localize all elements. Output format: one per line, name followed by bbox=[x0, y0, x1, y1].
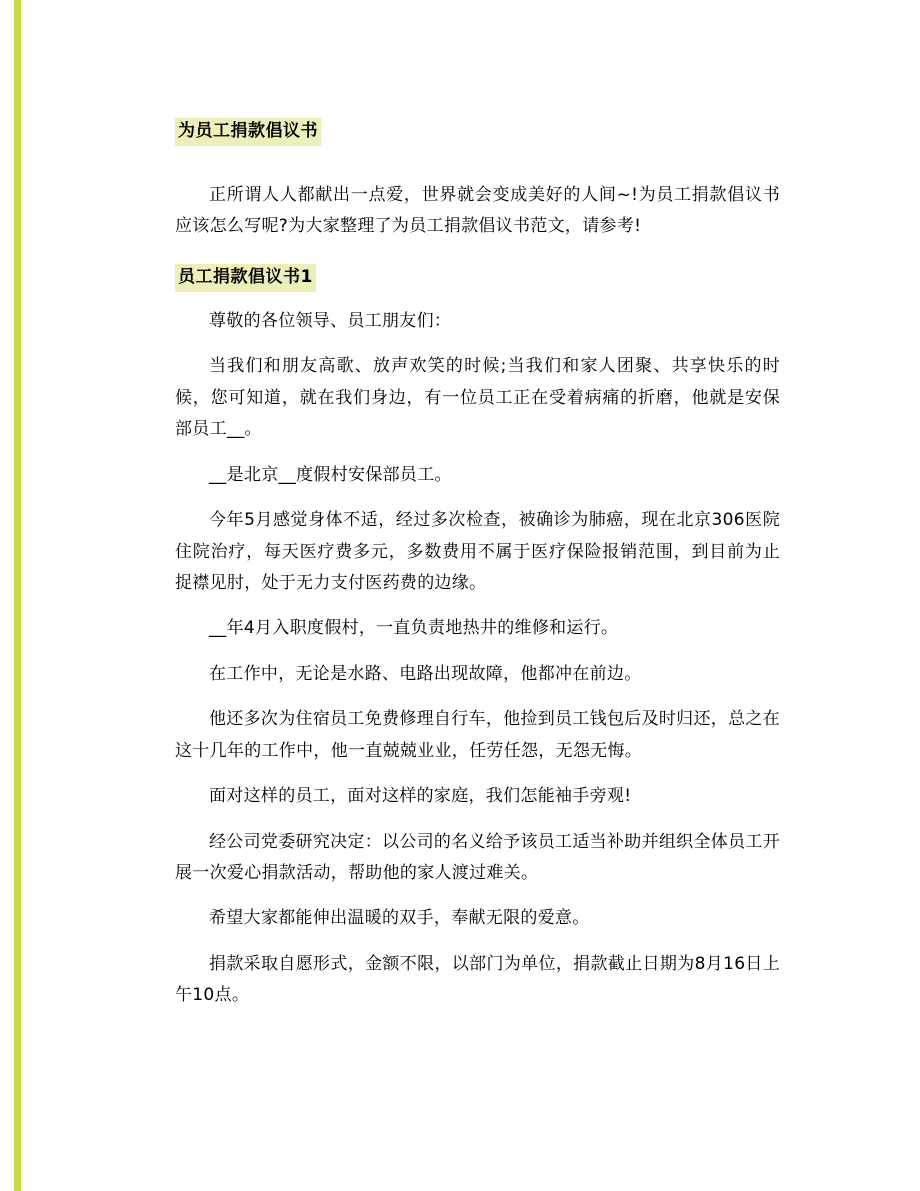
paragraph-4: __年4月入职度假村，一直负责地热井的维修和运行。 bbox=[209, 618, 619, 639]
paragraph-10: 捐款采取自愿形式，金额不限，以部门为单位，捐款截止日期为8月16日上午10点。 bbox=[175, 953, 780, 1006]
section-title: 员工捐款倡议书1 bbox=[175, 264, 316, 292]
paragraph-8: 经公司党委研究决定：以公司的名义给予该员工适当补助并组织全体员工开展一次爱心捐款活动，帮助他的家人渡过难关。 bbox=[175, 831, 780, 883]
paragraph-6: 他还多次为住宿员工免费修理自行车，他捡到员工钱包后及时归还，总之在这十几年的工作中，他一直兢兢业业，任劳任怨，无怨无悔。 bbox=[175, 709, 780, 761]
paragraph-7: 面对这样的员工，面对这样的家庭，我们怎能袖手旁观! bbox=[209, 786, 632, 807]
paragraph-9: 希望大家都能伸出温暖的双手，奉献无限的爱意。 bbox=[209, 908, 590, 929]
paragraph-3: 今年5月感觉身体不适，经过多次检查，被确诊为肺癌，现在北京306医院住院治疗，每天医疗费多元，多数费用不属于医疗保险报销范围，到目前为止捉襟见肘，处于无力支付医药费的边缘。 bbox=[175, 510, 780, 593]
paragraph-5: 在工作中，无论是水路、电路出现故障，他都冲在前边。 bbox=[209, 663, 642, 684]
intro-paragraph: 正所谓人人都献出一点爱，世界就会变成美好的人间~!为员工捐款倡议书应该怎么写呢?为大家整理了为员工捐款倡议书范文，请参考! bbox=[175, 184, 780, 236]
paragraph-1: 当我们和朋友高歌、放声欢笑的时候;当我们和家人团聚、共享快乐的时候，您可知道，就在我们身边，有一位员工正在受着病痛的折磨，他就是安保部员工__。 bbox=[175, 356, 780, 440]
page-title-container bbox=[175, 118, 780, 164]
left-margin-rule bbox=[14, 0, 21, 1191]
paragraph-salutation: 尊敬的各位领导、员工朋友们： bbox=[209, 310, 452, 331]
page-title: 为员工捐款倡议书 bbox=[175, 118, 321, 146]
paragraph-2: __是北京__度假村安保部员工。 bbox=[209, 464, 452, 485]
section-title-container bbox=[175, 264, 780, 292]
